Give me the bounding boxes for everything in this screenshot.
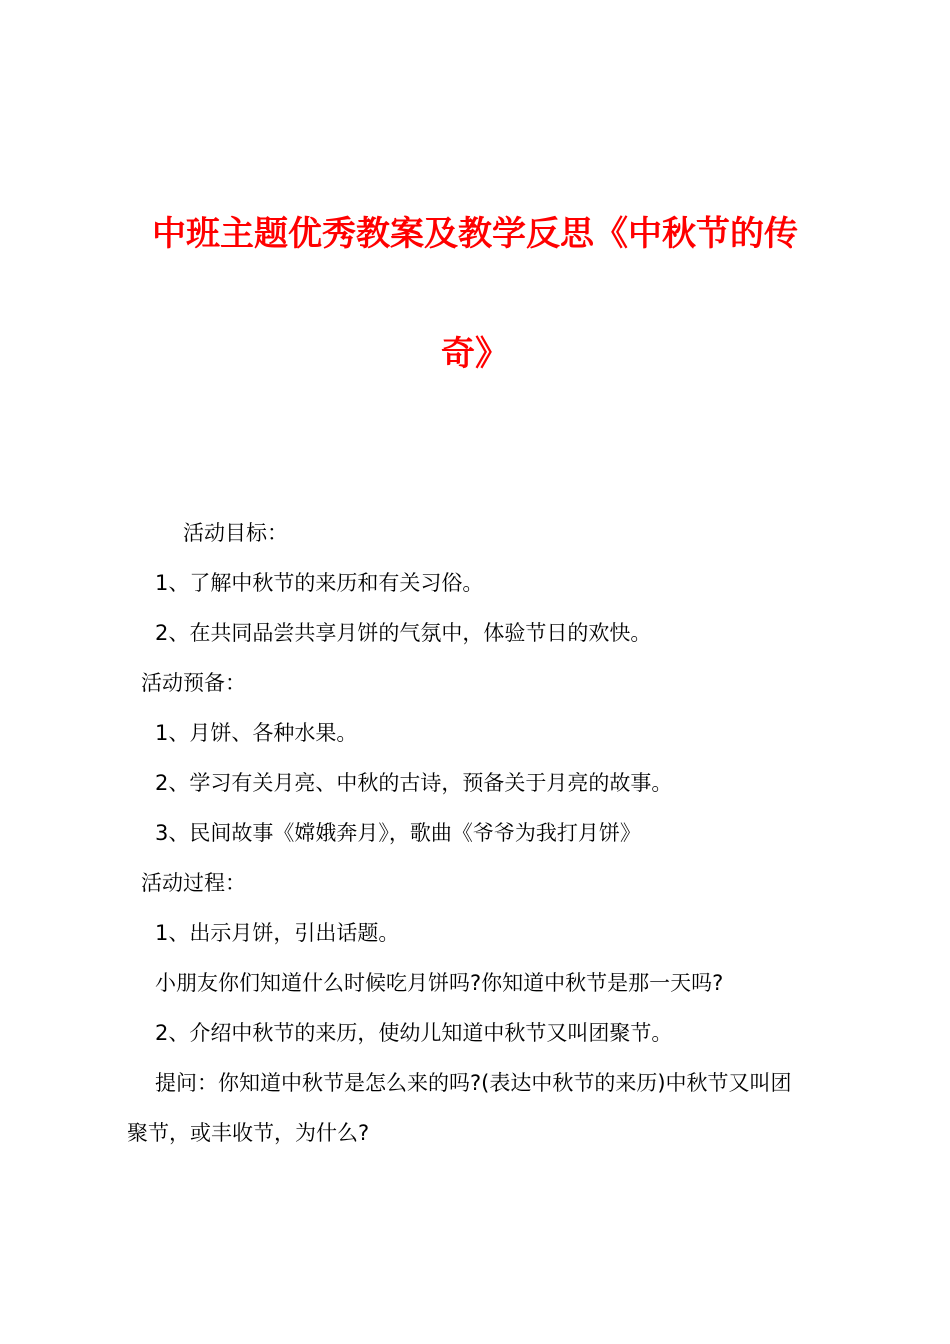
process-step-2-question-line-1: 提问：你知道中秋节是怎么来的吗?(表达中秋节的来历)中秋节又叫团 [155, 1071, 792, 1095]
goals-heading: 活动目标： [183, 521, 288, 545]
process-step-1-question: 小朋友你们知道什么时候吃月饼吗?你知道中秋节是那一天吗? [155, 971, 724, 995]
preparation-item-2: 2、学习有关月亮、中秋的古诗，预备关于月亮的故事。 [155, 771, 673, 795]
preparation-item-1: 1、月饼、各种水果。 [155, 721, 358, 745]
goal-item-1: 1、了解中秋节的来历和有关习俗。 [155, 571, 484, 595]
process-step-2: 2、介绍中秋节的来历，使幼儿知道中秋节又叫团聚节。 [155, 1021, 673, 1045]
process-step-2-question-line-2: 聚节，或丰收节，为什么? [127, 1121, 370, 1145]
preparation-item-3: 3、民间故事《嫦娥奔月》，歌曲《爷爷为我打月饼》 [155, 821, 641, 845]
process-heading: 活动过程： [141, 871, 246, 895]
document-title-line-2: 奇》 [441, 334, 509, 374]
goal-item-2: 2、在共同品尝共享月饼的气氛中，体验节日的欢快。 [155, 621, 652, 645]
preparation-heading: 活动预备： [141, 671, 246, 695]
document-title-line-1: 中班主题优秀教案及教学反思《中秋节的传 [152, 214, 798, 254]
process-step-1: 1、出示月饼，引出话题。 [155, 921, 400, 945]
